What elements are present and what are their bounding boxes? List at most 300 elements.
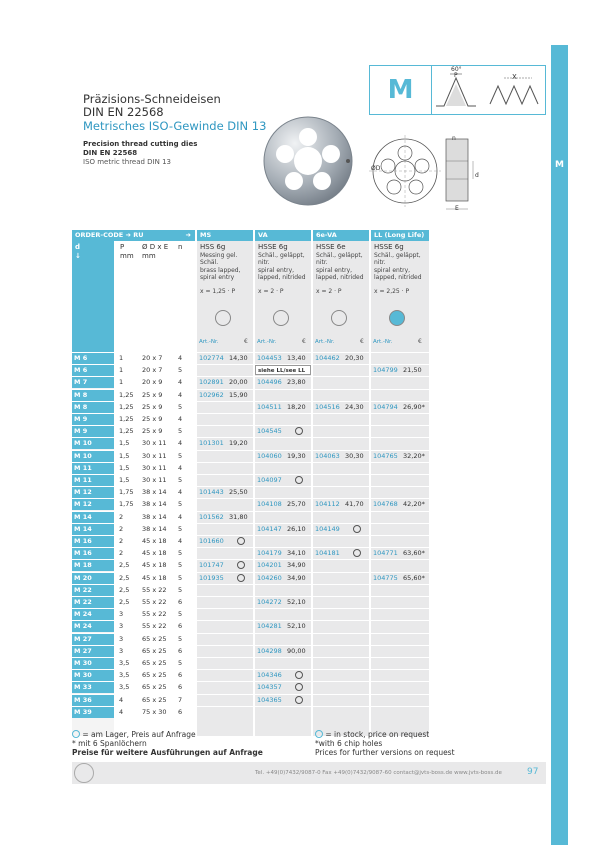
cell-price: 26,90* — [403, 402, 425, 411]
cell-n: 4 — [178, 537, 183, 545]
group-2-en-2: lapped, nitrided — [316, 274, 364, 281]
cell-dxe: 38 x 14 — [142, 500, 167, 509]
group-2-grade: HSSE 6e — [316, 243, 346, 251]
table-row — [72, 352, 546, 364]
footnote-en-2: *with 6 chip holes — [315, 739, 383, 748]
cell-price: 14,30 — [229, 354, 248, 362]
table-row — [72, 511, 546, 523]
cell-art-nr: 104060 — [257, 451, 282, 460]
cell-dxe: 38 x 14 — [142, 512, 167, 521]
cell-price: 65,60* — [403, 573, 425, 582]
cell-n: 5 — [178, 549, 183, 558]
cell-art-nr: 101562 — [199, 512, 224, 521]
thread-letter-box: M — [369, 65, 431, 115]
cell-n: 4 — [178, 463, 183, 472]
cell-n: 5 — [178, 366, 183, 375]
cell-n: 7 — [178, 695, 183, 704]
cell-price: 25,50 — [229, 488, 248, 497]
cell-d: M 6 — [74, 354, 88, 362]
footnote-de-2: * mit 6 Spanlöchern — [72, 739, 147, 748]
group-3-de-2: nitr. — [374, 259, 386, 266]
cell-art-nr: 104357 — [257, 683, 282, 692]
cell-p: 1,75 — [119, 500, 134, 509]
cell-dxe: 38 x 14 — [142, 524, 167, 533]
cell-price: 15,90 — [229, 390, 248, 399]
cell-d: M 24 — [74, 610, 92, 619]
group-3-grade: HSSE 6g — [374, 243, 404, 251]
table-row — [72, 425, 546, 437]
cell-price: 32,20* — [403, 451, 425, 460]
euro-label: € — [360, 338, 364, 345]
group-0-x: x = 1,25 · P — [200, 288, 236, 295]
title-de-2: DIN EN 22568 — [83, 105, 164, 119]
cell-n: 5 — [178, 585, 183, 594]
drill-icon — [273, 310, 289, 326]
cell-n: 5 — [178, 573, 183, 582]
cell-d: M 11 — [74, 463, 92, 472]
table-row — [72, 694, 546, 706]
table-row — [72, 681, 546, 693]
cell-p: 2,5 — [119, 598, 130, 606]
drill-icon — [331, 310, 347, 326]
group-2-x: x = 2 · P — [316, 288, 342, 295]
cell-art-nr: 102891 — [199, 378, 224, 387]
order-code-label: ORDER-CODE — [75, 231, 124, 239]
cell-price: 34,10 — [287, 549, 306, 558]
title-de-1: Präzisions-Schneideisen — [83, 92, 221, 106]
group-1-en-2: lapped, nitrided — [258, 274, 306, 281]
table-row — [72, 657, 546, 669]
cell-price: 31,80 — [229, 512, 248, 521]
cell-dxe: 45 x 18 — [142, 573, 167, 582]
cell-dxe: 20 x 7 — [142, 354, 163, 362]
in-stock-circle-icon — [295, 681, 303, 693]
cell-price: 19,30 — [287, 451, 306, 460]
table-row — [72, 474, 546, 486]
cell-p: 1,25 — [119, 415, 134, 423]
in-stock-circle-icon — [295, 669, 303, 681]
cell-art-nr: 104511 — [257, 402, 282, 411]
col-p: P — [120, 243, 125, 251]
cell-art-nr: 104453 — [257, 354, 282, 362]
cell-d: M 10 — [74, 439, 92, 448]
footnote-de-1-text: = am Lager, Preis auf Anfrage — [82, 730, 196, 739]
cell-p: 4 — [119, 695, 124, 704]
cell-art-nr: 104260 — [257, 573, 282, 582]
cell-d: M 16 — [74, 549, 92, 558]
cell-p: 3,5 — [119, 683, 130, 692]
cell-price: 18,20 — [287, 402, 306, 411]
cell-n: 6 — [178, 622, 183, 631]
group-2-de-1: Schäl., geläppt, — [316, 252, 363, 259]
group-3-en-1: spiral entry, — [374, 267, 411, 274]
cell-p: 3 — [119, 622, 124, 631]
cell-dxe: 55 x 22 — [142, 622, 167, 631]
cell-d: M 14 — [74, 524, 92, 533]
cell-d: M 14 — [74, 512, 92, 521]
cell-dxe: 75 x 30 — [142, 707, 167, 716]
table-row — [72, 364, 546, 376]
cell-price: 24,30 — [345, 402, 364, 411]
cell-dxe: 55 x 22 — [142, 585, 167, 594]
cell-d: M 8 — [74, 402, 88, 411]
stock-circle-icon-en — [315, 730, 323, 738]
cell-dxe: 45 x 18 — [142, 561, 167, 570]
cell-dxe: 25 x 9 — [142, 390, 163, 399]
cell-p: 1,5 — [119, 463, 130, 472]
cell-p: 3 — [119, 634, 124, 643]
cell-art-nr: 104147 — [257, 524, 282, 533]
group-2-de-2: nitr. — [316, 259, 328, 266]
in-stock-circle-icon — [295, 425, 303, 437]
cell-n: 4 — [178, 439, 183, 448]
cell-price: 19,20 — [229, 439, 248, 448]
cell-n: 5 — [178, 402, 183, 411]
cell-art-nr: 104496 — [257, 378, 282, 387]
group-1-de-1: Schäl., geläppt, — [258, 252, 305, 259]
group-label-6e-va: 6e-VA — [313, 230, 369, 241]
cell-n: 6 — [178, 683, 183, 692]
cell-dxe: 55 x 22 — [142, 610, 167, 619]
cell-dxe: 65 x 25 — [142, 634, 167, 643]
cell-p: 1 — [119, 378, 124, 387]
cell-price: 41,70 — [345, 500, 364, 509]
cell-price: 25,70 — [287, 500, 306, 509]
cell-d: M 18 — [74, 561, 92, 570]
group-label-ll: LL (Long Life) — [371, 230, 429, 241]
cell-art-nr: 101747 — [199, 561, 224, 570]
cell-price: 52,10 — [287, 622, 306, 631]
group-0-en-1: brass lapped, — [200, 267, 241, 274]
cell-n: 6 — [178, 646, 183, 655]
table-row — [72, 620, 546, 632]
table-row — [72, 450, 546, 462]
cell-d: M 11 — [74, 476, 92, 484]
cell-d: M 30 — [74, 671, 92, 680]
cell-p: 2,5 — [119, 573, 130, 582]
table-row — [72, 645, 546, 657]
title-en-3: ISO metric thread DIN 13 — [83, 158, 172, 166]
cell-d: M 8 — [74, 390, 88, 399]
group-label-ms: MS — [197, 230, 253, 241]
col-dxe-unit: mm — [142, 252, 156, 260]
cell-p: 1,25 — [119, 427, 134, 436]
technical-drawing — [369, 131, 529, 217]
table-row — [72, 486, 546, 498]
order-code-cell: ORDER-CODE ➜ RU ➜ — [72, 230, 195, 241]
cell-n: 5 — [178, 659, 183, 667]
col-p-unit: mm — [120, 252, 134, 260]
cell-art-nr: 104149 — [315, 524, 340, 533]
cell-price: 90,00 — [287, 646, 306, 655]
in-stock-circle-icon — [237, 535, 245, 547]
cell-price: 30,30 — [345, 451, 364, 460]
cell-p: 4 — [119, 707, 124, 716]
cell-d: M 7 — [74, 378, 88, 387]
table-row — [72, 547, 546, 559]
table-row — [72, 584, 546, 596]
cell-art-nr: 104765 — [373, 451, 398, 460]
cell-dxe: 65 x 25 — [142, 695, 167, 704]
cell-dxe: 30 x 11 — [142, 439, 167, 448]
table-row — [72, 596, 546, 608]
cell-d: M 16 — [74, 537, 92, 545]
cell-dxe: 30 x 11 — [142, 476, 167, 484]
table-row — [72, 401, 546, 413]
cell-art-nr: 102774 — [199, 354, 224, 362]
table-row — [72, 559, 546, 571]
cell-art-nr: 104794 — [373, 402, 398, 411]
cell-n: 5 — [178, 561, 183, 570]
drill-icon — [389, 310, 405, 326]
cell-art-nr: 104516 — [315, 402, 340, 411]
group-0-de-1: Messing gel. — [200, 252, 238, 259]
die-photo — [262, 115, 354, 207]
cell-n: 4 — [178, 512, 183, 521]
cell-n: 4 — [178, 488, 183, 497]
cell-art-nr: 104799 — [373, 366, 398, 375]
euro-label: € — [302, 338, 306, 345]
title-en-2: DIN EN 22568 — [83, 149, 138, 157]
cell-p: 2 — [119, 524, 124, 533]
cell-price: 23,80 — [287, 378, 306, 387]
cell-art-nr: 104097 — [257, 476, 282, 484]
cell-d: M 36 — [74, 695, 92, 704]
see-ll-note: siehe LL/see LL — [255, 365, 311, 375]
cell-art-nr: 101301 — [199, 439, 224, 448]
in-stock-circle-icon — [237, 572, 245, 584]
cell-p: 3 — [119, 610, 124, 619]
cell-d: M 22 — [74, 598, 92, 606]
cell-p: 1,5 — [119, 439, 130, 448]
cell-n: 6 — [178, 598, 183, 606]
cell-p: 1 — [119, 354, 124, 362]
table-row — [72, 535, 546, 547]
group-3-de-1: Schäl., geläppt, — [374, 252, 421, 259]
cell-art-nr: 104201 — [257, 561, 282, 570]
col-n: n — [178, 243, 183, 251]
art-nr-label: Art.-Nr. — [373, 339, 393, 345]
table-row — [72, 389, 546, 401]
cell-art-nr: 104281 — [257, 622, 282, 631]
drawing-d2-label: d — [475, 172, 479, 179]
cell-d: M 9 — [74, 415, 88, 423]
page-number: 97 — [527, 767, 539, 777]
cell-art-nr: 104768 — [373, 500, 398, 509]
cell-n: 4 — [178, 378, 183, 387]
cell-p: 2 — [119, 512, 124, 521]
group-3-en-2: lapped, nitrided — [374, 274, 422, 281]
side-tab-letter: M — [555, 160, 564, 170]
group-3-x: x = 2,25 · P — [374, 288, 410, 295]
profile-angle-label: 60° — [451, 66, 462, 73]
in-stock-circle-icon — [295, 694, 303, 706]
cell-art-nr: 104272 — [257, 598, 282, 606]
art-nr-label: Art.-Nr. — [199, 339, 219, 345]
cell-art-nr: 104462 — [315, 354, 340, 362]
table-row — [72, 413, 546, 425]
table-row — [72, 462, 546, 474]
group-2-en-1: spiral entry, — [316, 267, 353, 274]
cell-p: 1,5 — [119, 451, 130, 460]
euro-label: € — [418, 338, 422, 345]
cell-dxe: 65 x 25 — [142, 683, 167, 692]
group-label-va: VA — [255, 230, 311, 241]
art-nr-label: Art.-Nr. — [315, 339, 335, 345]
company-logo-icon — [74, 763, 94, 783]
cell-d: M 30 — [74, 659, 92, 667]
drawing-d-label: ØD — [371, 165, 381, 172]
cell-dxe: 30 x 11 — [142, 463, 167, 472]
table-row — [72, 633, 546, 645]
in-stock-circle-icon — [237, 559, 245, 571]
col-d-arrow: ↓ — [75, 252, 81, 260]
cell-n: 4 — [178, 415, 183, 423]
cell-n: 5 — [178, 610, 183, 619]
cell-d: M 12 — [74, 500, 92, 509]
cell-price: 34,90 — [287, 561, 306, 570]
cell-dxe: 20 x 7 — [142, 366, 163, 375]
cell-art-nr: 101660 — [199, 537, 224, 545]
cell-price: 26,10 — [287, 524, 306, 533]
cell-d: M 39 — [74, 707, 92, 716]
col-dxe: Ø D x E — [142, 243, 169, 251]
cell-d: M 27 — [74, 634, 92, 643]
cell-dxe: 45 x 18 — [142, 537, 167, 545]
cell-d: M 33 — [74, 683, 92, 692]
cell-art-nr: 104775 — [373, 573, 398, 582]
cell-art-nr: 104108 — [257, 500, 282, 509]
cell-art-nr: 104298 — [257, 646, 282, 655]
cell-d: M 10 — [74, 451, 92, 460]
cell-p: 1 — [119, 366, 124, 375]
footnote-en-3: Prices for further versions on request — [315, 748, 455, 757]
thread-profile-box — [431, 65, 546, 115]
group-0-grade: HSS 6g — [200, 243, 226, 251]
cell-d: M 20 — [74, 573, 92, 582]
profile-x-label: X — [512, 73, 517, 81]
group-0-en-2: spiral entry — [200, 274, 235, 281]
cell-price: 20,00 — [229, 378, 248, 387]
cell-d: M 12 — [74, 488, 92, 497]
cell-price: 20,30 — [345, 354, 364, 362]
cell-art-nr: 101443 — [199, 488, 224, 497]
cell-dxe: 25 x 9 — [142, 402, 163, 411]
profile-p-label: P — [454, 72, 458, 79]
cell-d: M 6 — [74, 366, 88, 375]
cell-dxe: 65 x 25 — [142, 659, 167, 667]
footnote-de-1 — [72, 730, 196, 739]
cell-p: 2,5 — [119, 585, 130, 594]
group-1-grade: HSSE 6g — [258, 243, 288, 251]
cell-price: 21,50 — [403, 366, 422, 375]
table-row — [72, 376, 546, 388]
cell-n: 5 — [178, 634, 183, 643]
in-stock-circle-icon — [353, 523, 361, 535]
order-code-value: RU — [133, 231, 144, 239]
group-1-x: x = 2 · P — [258, 288, 284, 295]
cell-dxe: 65 x 25 — [142, 671, 167, 680]
col-d: d — [75, 243, 81, 251]
cell-price: 34,90 — [287, 573, 306, 582]
drawing-n-label: n — [452, 135, 456, 142]
group-1-de-2: nitr. — [258, 259, 270, 266]
cell-p: 2 — [119, 549, 124, 558]
cell-p: 2,5 — [119, 561, 130, 570]
cell-dxe: 55 x 22 — [142, 598, 167, 606]
in-stock-circle-icon — [295, 474, 303, 486]
table-row — [72, 523, 546, 535]
euro-label: € — [244, 338, 248, 345]
cell-n: 4 — [178, 354, 183, 362]
cell-price: 63,60* — [403, 549, 425, 558]
group-1-en-1: spiral entry, — [258, 267, 295, 274]
cell-n: 5 — [178, 451, 183, 460]
cell-art-nr: 102962 — [199, 390, 224, 399]
cell-n: 5 — [178, 500, 183, 509]
cell-n: 5 — [178, 427, 183, 436]
drawing-e-label: E — [455, 205, 459, 212]
cell-art-nr: 104112 — [315, 500, 340, 509]
cell-p: 3,5 — [119, 659, 130, 667]
title-de-3: Metrisches ISO-Gewinde DIN 13 — [83, 119, 267, 133]
cell-dxe: 38 x 14 — [142, 488, 167, 497]
cell-d: M 27 — [74, 646, 92, 655]
drill-icon — [215, 310, 231, 326]
cell-n: 6 — [178, 671, 183, 680]
cell-dxe: 20 x 9 — [142, 378, 163, 387]
table-row — [72, 437, 546, 449]
footnote-de-3: Preise für weitere Ausführungen auf Anfrage — [72, 748, 263, 757]
table-header — [72, 230, 546, 241]
cell-p: 3 — [119, 646, 124, 655]
cell-art-nr: 104179 — [257, 549, 282, 558]
table-row — [72, 669, 546, 681]
table-row — [72, 498, 546, 510]
cell-dxe: 30 x 11 — [142, 451, 167, 460]
cell-dxe: 25 x 9 — [142, 415, 163, 423]
cell-art-nr: 101935 — [199, 573, 224, 582]
cell-p: 1,25 — [119, 390, 134, 399]
cell-price: 52,10 — [287, 598, 306, 606]
cell-d: M 24 — [74, 622, 92, 631]
footnote-en-1-text: = in stock, price on request — [325, 730, 430, 739]
footer-contact: Tel. +49(0)7432/9087-0 Fax +49(0)7432/9087-60 contact@jvts-boss.de www.jvts-boss.de — [255, 770, 502, 776]
cell-n: 5 — [178, 524, 183, 533]
cell-p: 3,5 — [119, 671, 130, 680]
group-0-de-2: Schäl. — [200, 259, 219, 266]
cell-p: 1,25 — [119, 402, 134, 411]
art-nr-label: Art.-Nr. — [257, 339, 277, 345]
cell-dxe: 45 x 18 — [142, 549, 167, 558]
in-stock-circle-icon — [353, 547, 361, 559]
stock-circle-icon — [72, 730, 80, 738]
cell-art-nr: 104771 — [373, 549, 398, 558]
cell-n: 6 — [178, 707, 183, 716]
cell-art-nr: 104181 — [315, 549, 340, 558]
table-row — [72, 608, 546, 620]
cell-p: 1,5 — [119, 476, 130, 484]
table-row — [72, 572, 546, 584]
cell-art-nr: 104346 — [257, 671, 282, 680]
cell-price: 42,20* — [403, 500, 425, 509]
footnote-en-1 — [315, 730, 429, 739]
cell-dxe: 65 x 25 — [142, 646, 167, 655]
cell-p: 2 — [119, 537, 124, 545]
cell-art-nr: 104545 — [257, 427, 282, 436]
cell-p: 1,75 — [119, 488, 134, 497]
table-row — [72, 706, 546, 718]
